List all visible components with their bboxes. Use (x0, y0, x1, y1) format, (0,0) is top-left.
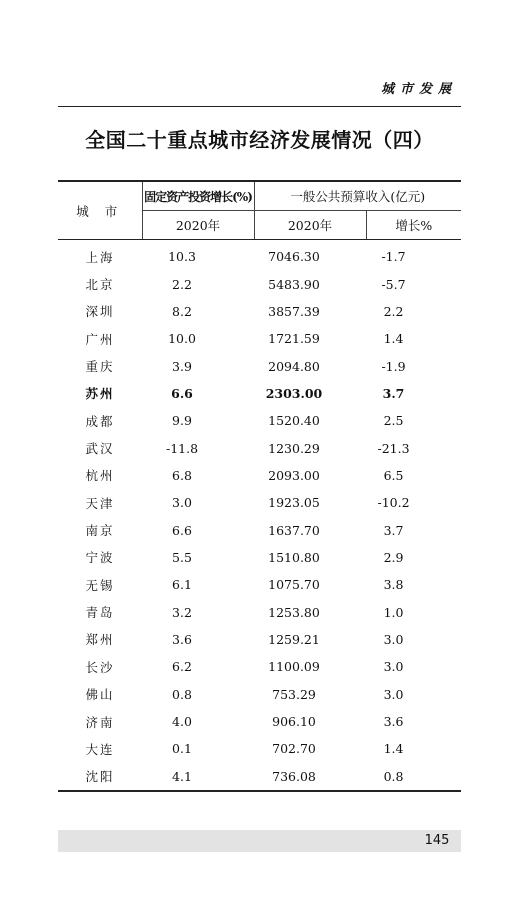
growth-cell: 3.7 (382, 385, 405, 401)
growth-cell: 3.0 (383, 686, 404, 702)
growth-cell: 1.0 (383, 604, 404, 620)
city-cell: 济南 (85, 714, 115, 730)
revenue-cell: 2093.00 (268, 467, 320, 483)
revenue-cell: 1230.29 (268, 440, 320, 456)
city-cell: 佛山 (85, 687, 115, 703)
fixed-investment-growth-cell: 6.8 (172, 467, 192, 483)
table-row (58, 325, 461, 352)
revenue-cell: 1259.21 (268, 631, 320, 647)
fixed-investment-growth-cell: 6.6 (171, 385, 193, 401)
fixed-investment-growth-cell: 0.8 (172, 686, 192, 702)
city-cell: 武汉 (85, 441, 115, 457)
revenue-cell: 1100.09 (268, 659, 320, 675)
table-row (58, 598, 461, 625)
city-cell: 成都 (85, 413, 115, 429)
table-row (58, 240, 461, 271)
footer-bar (58, 830, 461, 852)
table-row (58, 681, 461, 708)
table-row (58, 434, 461, 461)
revenue-cell: 1520.40 (268, 413, 320, 429)
revenue-cell: 1721.59 (268, 331, 320, 347)
budget-revenue-header: 一般公共预算收入(亿元) (254, 181, 461, 211)
fixed-investment-growth-cell: 9.9 (172, 413, 192, 429)
growth-cell: 1.4 (383, 331, 404, 347)
revenue-cell: 736.08 (254, 763, 366, 791)
page-title: 全国二十重点城市经济发展情况（四） (85, 128, 434, 152)
city-cell: 宁波 (85, 550, 115, 566)
city-cell: 上海 (85, 249, 115, 265)
growth-cell: 3.8 (383, 577, 404, 593)
city-cell: 重庆 (85, 359, 115, 375)
fixed-investment-growth-cell: 3.6 (172, 631, 192, 647)
city-cell: 青岛 (85, 605, 115, 621)
header-divider (58, 106, 461, 107)
revenue-cell: 7046.30 (268, 249, 320, 265)
growth-cell: -5.7 (381, 276, 406, 292)
fixed-investment-growth-cell: 4.0 (172, 714, 192, 730)
revenue-cell: 1253.80 (268, 604, 320, 620)
growth-cell: 0.8 (366, 763, 461, 791)
city-cell: 北京 (85, 277, 115, 293)
revenue-cell: 753.29 (272, 686, 316, 702)
table-body (58, 240, 461, 791)
section-header: 城市发展 (380, 82, 457, 97)
table-row (58, 653, 461, 680)
table-row (58, 407, 461, 434)
table-row (58, 298, 461, 325)
fixed-investment-growth-cell: 2.2 (172, 276, 192, 292)
city-cell: 杭州 (85, 468, 115, 484)
fixed-investment-growth-cell: 3.0 (172, 495, 192, 511)
table-row (58, 270, 461, 297)
revenue-cell: 1637.70 (268, 522, 320, 538)
city-cell: 广州 (85, 331, 115, 347)
revenue-cell: 1075.70 (268, 577, 320, 593)
city-column-header: 城 市 (58, 181, 142, 240)
growth-header: 增长% (366, 211, 461, 240)
table-row (58, 626, 461, 653)
growth-cell: 3.0 (383, 659, 404, 675)
table-row (58, 735, 461, 762)
fixed-investment-growth-cell: -11.8 (165, 440, 199, 456)
fixed-investment-growth-cell: 6.1 (172, 577, 192, 593)
revenue-cell: 2303.00 (265, 385, 323, 401)
table-row (58, 763, 461, 791)
growth-cell: 3.7 (383, 522, 404, 538)
table-row (58, 462, 461, 489)
fixed-investment-growth-cell: 8.2 (172, 303, 192, 319)
revenue-cell: 906.10 (272, 714, 316, 730)
city-cell: 无锡 (85, 577, 115, 593)
city-cell: 大连 (85, 741, 115, 757)
city-cell: 郑州 (85, 632, 115, 648)
fixed-investment-growth-cell: 4.1 (142, 763, 254, 791)
growth-cell: 1.4 (383, 741, 404, 757)
growth-cell: -1.7 (381, 249, 406, 265)
table-row (58, 571, 461, 598)
revenue-year-header: 2020年 (254, 211, 366, 240)
fixed-investment-header: 固定资产投资增长(%) (142, 181, 254, 211)
table-row (58, 352, 461, 379)
growth-cell: 3.0 (383, 631, 404, 647)
city-cell: 沈阳 (58, 763, 142, 791)
fixed-investment-growth-cell: 3.2 (172, 604, 192, 620)
page-number: 145 (424, 833, 450, 848)
fixed-investment-year-header: 2020年 (142, 211, 254, 240)
city-cell: 苏州 (85, 386, 115, 402)
table-row (58, 708, 461, 735)
growth-cell: -21.3 (377, 440, 410, 456)
table-row (58, 489, 461, 516)
city-cell: 南京 (85, 523, 115, 539)
fixed-investment-growth-cell: 0.1 (172, 741, 192, 757)
table-row (58, 516, 461, 543)
growth-cell: 2.2 (383, 303, 404, 319)
revenue-cell: 3857.39 (268, 303, 320, 319)
fixed-investment-growth-cell: 10.3 (168, 249, 196, 265)
growth-cell: 2.5 (383, 413, 404, 429)
table-row (58, 544, 461, 571)
fixed-investment-growth-cell: 3.9 (172, 358, 192, 374)
city-cell: 长沙 (85, 659, 115, 675)
city-economy-table (58, 180, 461, 792)
fixed-investment-growth-cell: 6.2 (172, 659, 192, 675)
fixed-investment-growth-cell: 10.0 (168, 331, 196, 347)
city-cell: 深圳 (85, 304, 115, 320)
fixed-investment-growth-cell: 6.6 (172, 522, 192, 538)
growth-cell: -1.9 (381, 358, 406, 374)
growth-cell: 2.9 (383, 549, 404, 565)
revenue-cell: 1923.05 (268, 495, 320, 511)
revenue-cell: 702.70 (272, 741, 316, 757)
growth-cell: -10.2 (377, 495, 410, 511)
growth-cell: 6.5 (383, 467, 404, 483)
revenue-cell: 1510.80 (268, 549, 320, 565)
city-cell: 天津 (85, 495, 115, 511)
growth-cell: 3.6 (383, 714, 404, 730)
revenue-cell: 5483.90 (268, 276, 320, 292)
revenue-cell: 2094.80 (268, 358, 320, 374)
table-row (58, 380, 461, 407)
fixed-investment-growth-cell: 5.5 (172, 549, 192, 565)
